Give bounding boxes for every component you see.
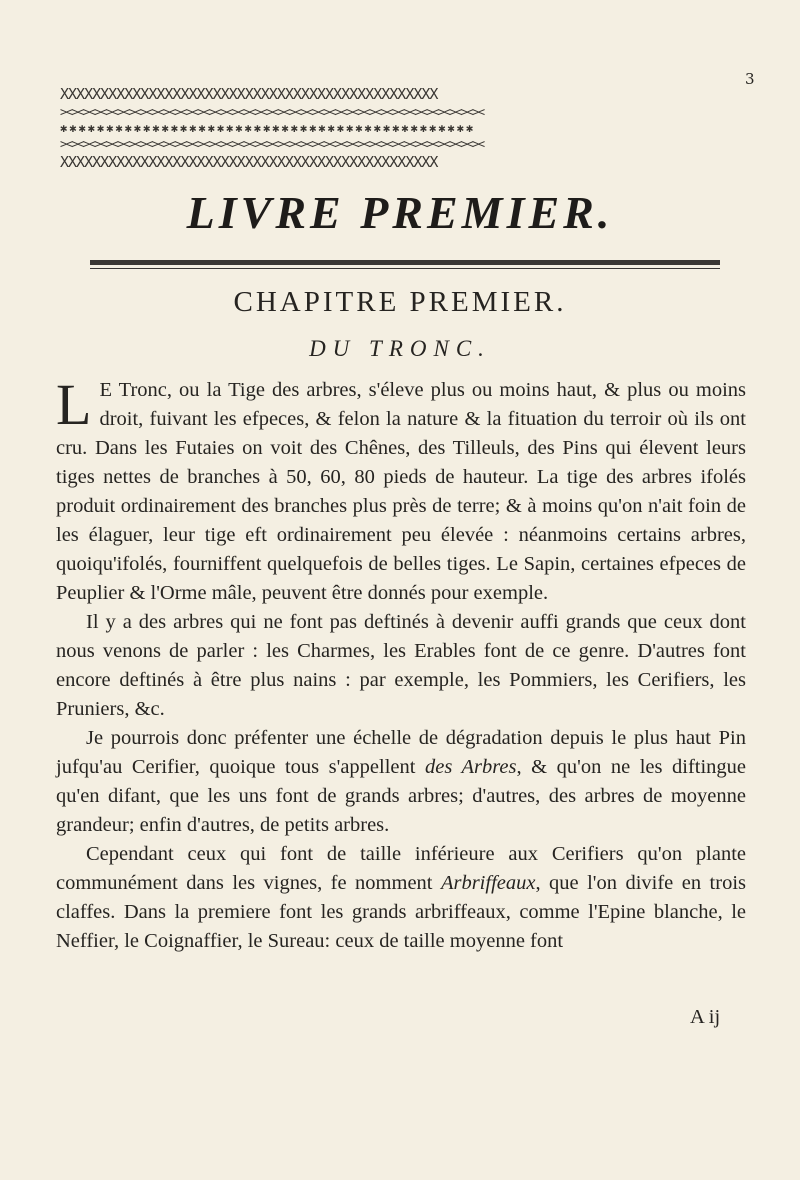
title-rule-thin: [90, 268, 720, 269]
paragraph-4-text-before: Cependant ceux qui font de taille inférieure aux Cerifiers qu'on plante communément dans les vignes, fe nomment: [56, 843, 746, 894]
paragraph-3-italic-term: des Arbres: [424, 756, 517, 778]
paragraph-3-text-before: Je pourrois donc préfenter une échelle de dégradation depuis le plus haut Pin jufqu'au Cerifier, quoique tous s'appellent: [56, 727, 746, 778]
body-text: [56, 372, 747, 956]
ornament-border-bottom: XXXXXXXXXXXXXXXXXXXXXXXXXXXXXXXXXXXXXXXXXXXXXXX: [60, 153, 438, 171]
ornament-border-top: XXXXXXXXXXXXXXXXXXXXXXXXXXXXXXXXXXXXXXXXXXXXXXX: [60, 85, 438, 103]
paragraph-4-italic-term: Arbriffeaux: [440, 872, 536, 894]
paragraph-2-text: Il y a des arbres qui ne font pas deftinés à devenir auffi grands que ceux dont nous venons de parler : les Charmes, les Erables font de ce genre. D'autres font encore deftinés à être plus nains : par exemple, les Pommiers, les Cerifiers, les Pruniers, &c.: [56, 611, 746, 720]
ornament-border-band-upper: ><><><><><><><><><><><><><><><><><><><><><><><><><><><><><><><><><><><><><: [60, 105, 484, 119]
drop-cap-letter: L: [56, 372, 92, 437]
paragraph-1: [56, 372, 746, 608]
paragraph-4: [56, 840, 746, 956]
paragraph-4-text-after: , que l'on divife en trois claffes. Dans la premiere font les grands arbriffeaux, comme l'Epine blanche, le Neffier, le Coignaffier, le Sureau: ceux de taille moyenne font: [56, 872, 746, 952]
paragraph-2: [56, 608, 746, 724]
chapter-heading: CHAPITRE PREMIER.: [233, 286, 567, 318]
ornament-border-stars: ✱✱✱✱✱✱✱✱✱✱✱✱✱✱✱✱✱✱✱✱✱✱✱✱✱✱✱✱✱✱✱✱✱✱✱✱✱✱✱✱✱✱✱✱✱: [60, 121, 476, 135]
section-heading: DU TRONC.: [309, 336, 491, 361]
book-title: LIVRE PREMIER.: [186, 187, 614, 238]
signature-catchword: A ij: [690, 1006, 721, 1028]
paragraph-1-text: E Tronc, ou la Tige des arbres, s'éleve plus ou moins haut, & plus ou moins droit, fuivant les efpeces, & felon la nature & la fituation du terroir où ils ont cru. Dans les Futaies on voit des Chênes, des Tilleuls, des Pins qui élevent leurs tiges nettes de branches à 50, 60, 80 pieds de hauteur. La tige des arbres ifolés produit ordinairement des branches plus près de terre; & à moins qu'on n'ait foin de les élaguer, leur tige eft ordinairement peu élevée : néanmoins certains arbres, quoiqu'ifolés, fourniffent quelquefois de belles tiges. Le Sapin, certaines efpeces de Peuplier & l'Orme mâle, peuvent être donnés pour exemple.: [56, 379, 746, 604]
paragraph-3-text-after: , & qu'on ne les diftingue qu'en difant, que les uns font de grands arbres; d'autres, des arbres de moyenne grandeur; enfin d'autres, de petits arbres.: [56, 756, 747, 836]
paragraph-3: [56, 724, 746, 840]
title-rule-thick: [90, 260, 720, 265]
page-number: 3: [745, 70, 755, 88]
ornament-border-band-lower: ><><><><><><><><><><><><><><><><><><><><><><><><><><><><><><><><><><><><><: [60, 137, 484, 151]
